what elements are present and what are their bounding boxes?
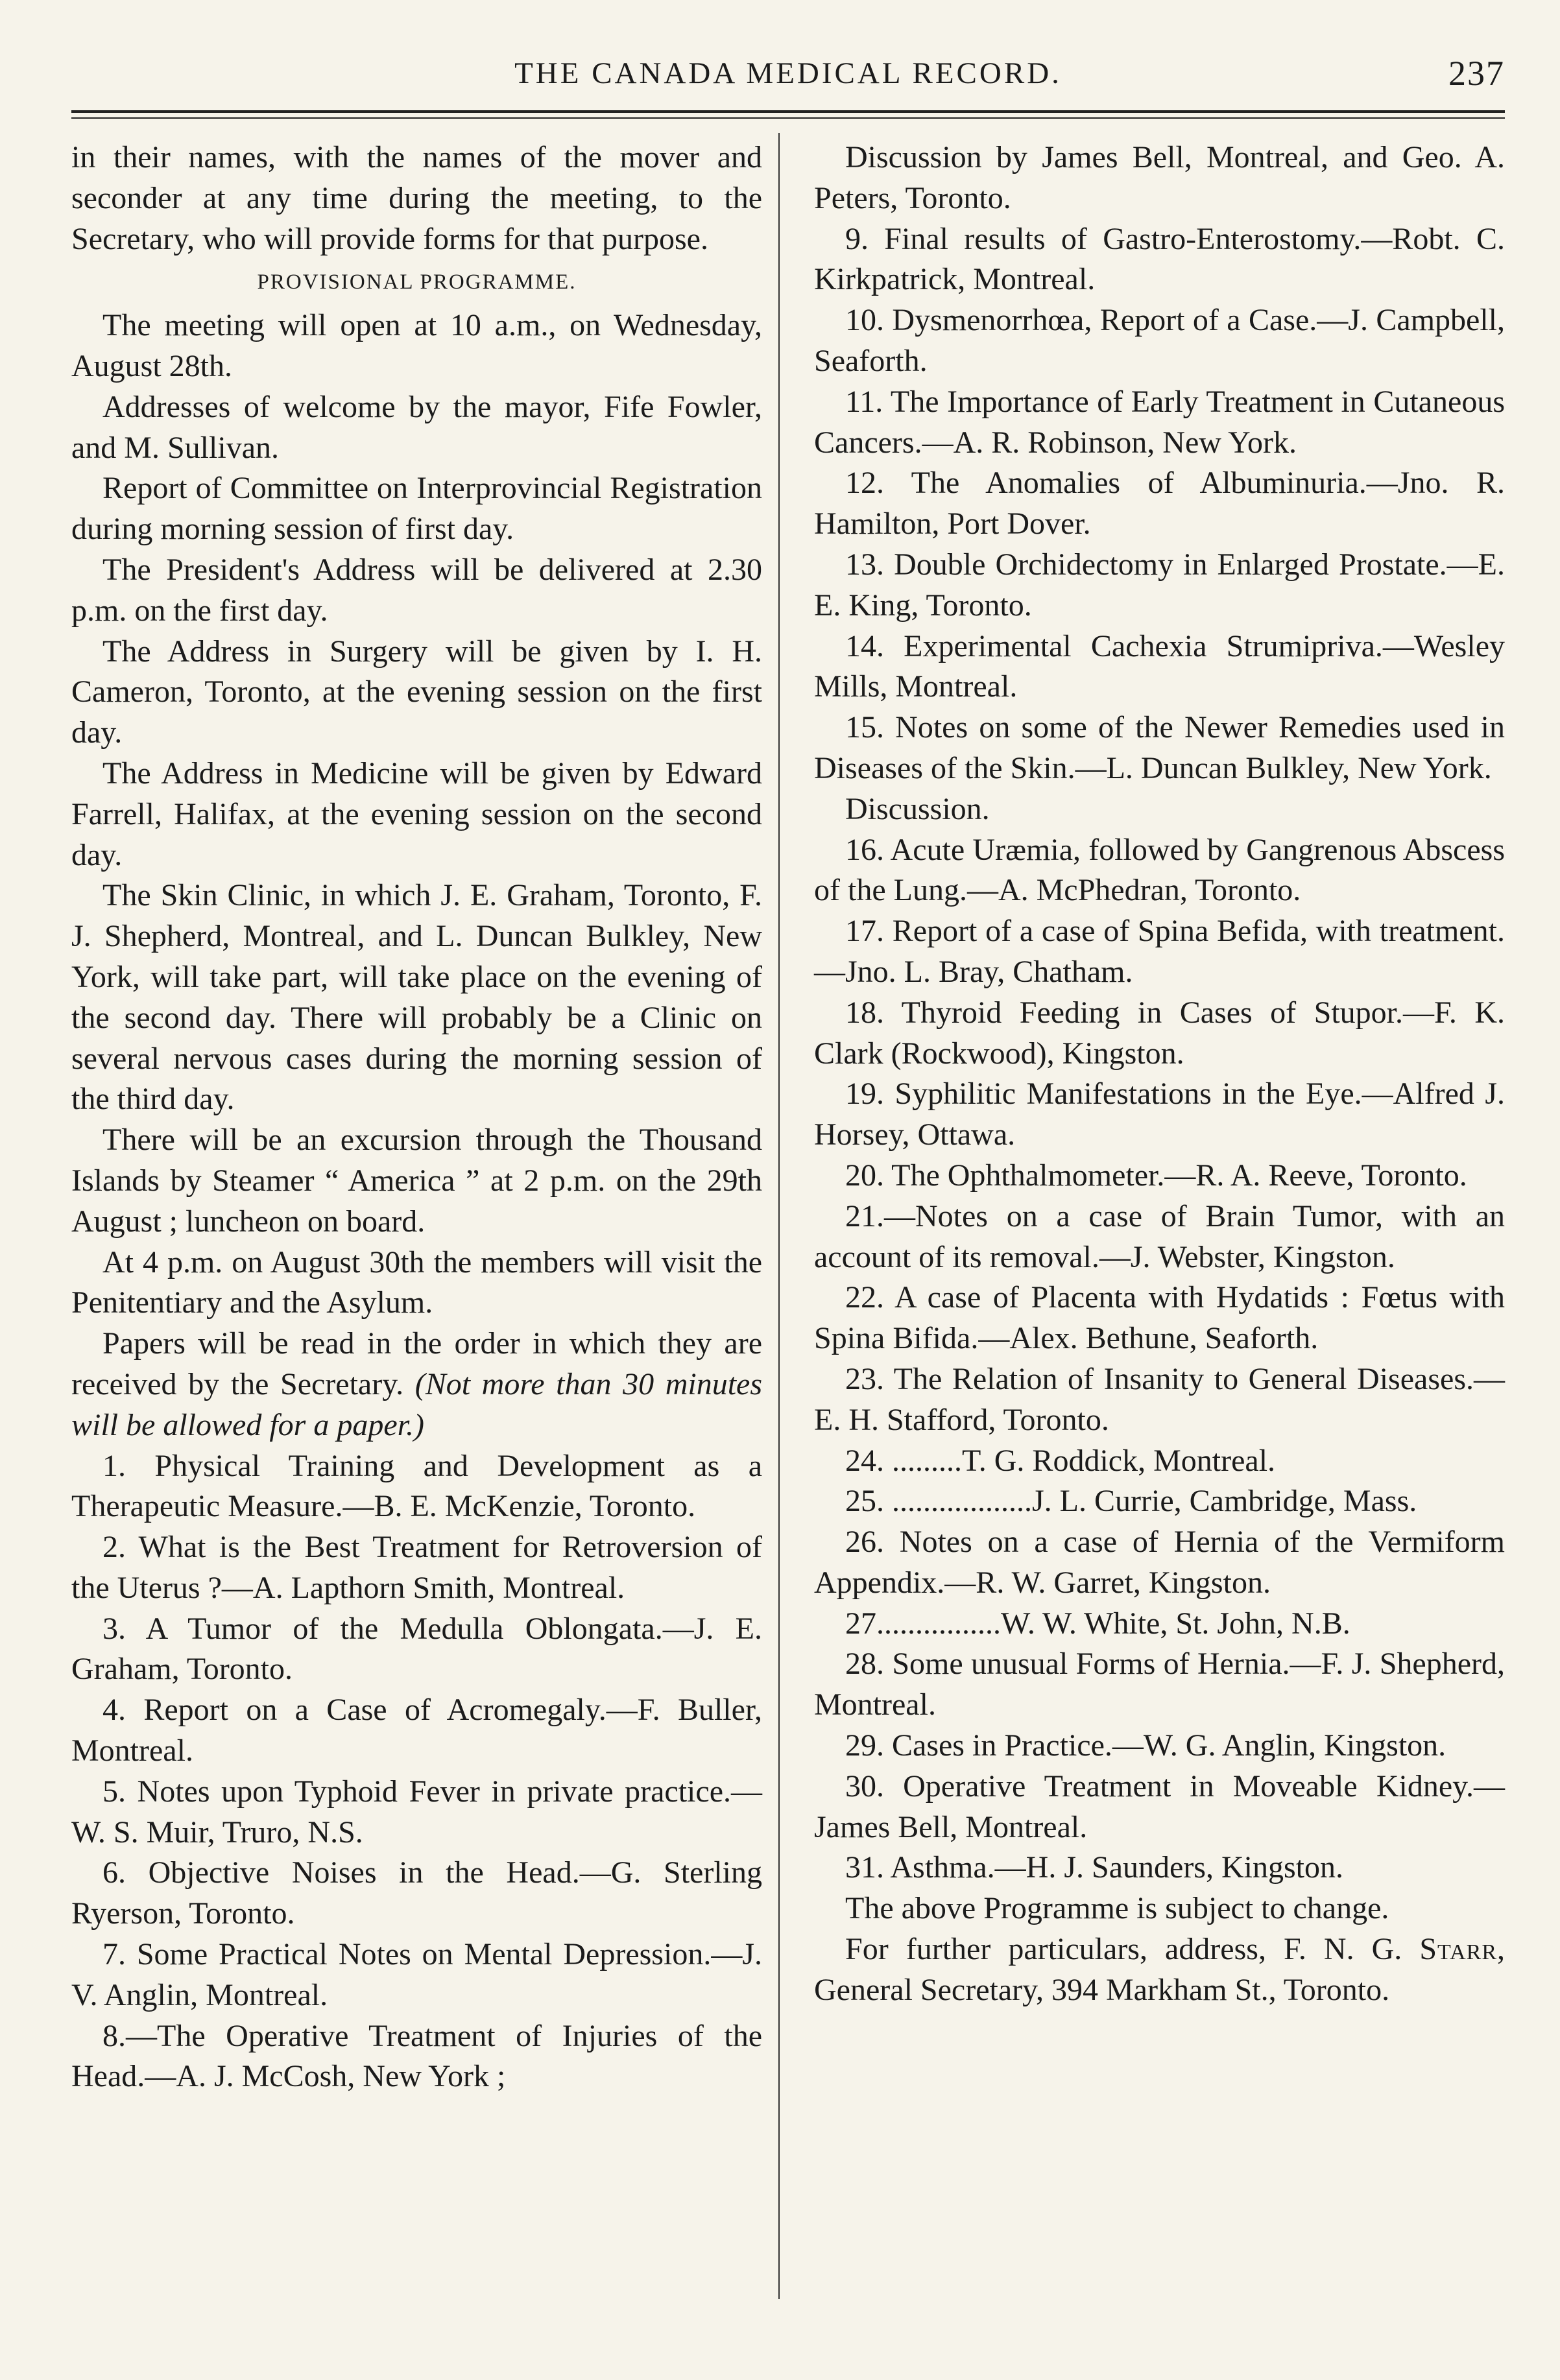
column-divider <box>778 133 780 2299</box>
programme-item: 1. Physical Training and Development as a Therapeutic Measure.—B. E. McKenzie, Toronto. <box>71 1448 762 1524</box>
page-header <box>71 56 1505 101</box>
paragraph-skin-clinic: The Skin Clinic, in which J. E. Graham, Toronto, F. J. Shepherd, Montreal, and L. Duncan Bulkley, New York, will take part, will take place on the evening of the second day. There will probably be a Clinic on several nervous cases during the morning session of the third day. <box>71 878 762 1117</box>
programme-item: 31. Asthma.—H. J. Saunders, Kingston. <box>845 1850 1343 1885</box>
paragraph-papers <box>71 1324 762 1446</box>
paragraph-subject-to-change: The above Programme is subject to change. <box>845 1891 1389 1926</box>
programme-item: 26. Notes on a case of Hernia of the Vermiform Appendix.—R. W. Garret, Kingston. <box>814 1525 1505 1600</box>
paragraph-excursion: There will be an excursion through the Thousand Islands by Steamer “ America ” at 2 p.m. on the 29th August ; luncheon on board. <box>71 1123 762 1239</box>
programme-item: 28. Some unusual Forms of Hernia.—F. J. Shepherd, Montreal. <box>814 1647 1505 1722</box>
programme-item: 9. Final results of Gastro-Enterostomy.—Robt. C. Kirkpatrick, Montreal. <box>814 221 1505 297</box>
programme-item: 2. What is the Best Treatment for Retroversion of the Uterus ?—A. Lapthorn Smith, Montreal. <box>71 1530 762 1605</box>
programme-item: 11. The Importance of Early Treatment in Cutaneous Cancers.—A. R. Robinson, New York. <box>814 384 1505 460</box>
running-title: THE CANADA MEDICAL RECORD. <box>514 56 1062 90</box>
programme-item: 21.—Notes on a case of Brain Tumor, with an account of its removal.—J. Webster, Kingston. <box>814 1198 1505 1274</box>
programme-item: 30. Operative Treatment in Moveable Kidney.—James Bell, Montreal. <box>814 1768 1505 1844</box>
programme-item: 19. Syphilitic Manifestations in the Eye.—Alfred J. Horsey, Ottawa. <box>814 1077 1505 1152</box>
paragraph-surgery: The Address in Surgery will be given by I. H. Cameron, Toronto, at the evening session on the first day. <box>71 634 762 750</box>
programme-item: 27................W. W. White, St. John, N.B. <box>845 1606 1350 1641</box>
programme-item: 12. The Anomalies of Albuminuria.—Jno. R. Hamilton, Port Dover. <box>814 466 1505 541</box>
header-rule-thin <box>71 117 1505 119</box>
paragraph-discussion: Discussion by James Bell, Montreal, and Geo. A. Peters, Toronto. <box>814 140 1505 215</box>
papers-note: (Not more than 30 minutes will be allowed for a paper.) <box>71 1366 763 1442</box>
header-rule <box>71 110 1505 113</box>
programme-item: 18. Thyroid Feeding in Cases of Stupor.—F. K. Clark (Rockwood), Kingston. <box>814 995 1505 1071</box>
page-number: 237 <box>1448 54 1505 93</box>
programme-item: 24. .........T. G. Roddick, Montreal. <box>845 1443 1276 1478</box>
programme-item: 13. Double Orchidectomy in Enlarged Prostate.—E. E. King, Toronto. <box>814 547 1505 623</box>
programme-item: 3. A Tumor of the Medulla Oblongata.—J. E. Graham, Toronto. <box>71 1611 762 1687</box>
paragraph-opening: in their names, with the names of the mover and seconder at any time during the meeting, to the Secretary, who will provide forms for that purpose. <box>71 140 762 256</box>
programme-item: 14. Experimental Cachexia Strumipriva.—Wesley Mills, Montreal. <box>814 628 1505 704</box>
paragraph-penitentiary: At 4 p.m. on August 30th the members will visit the Penitentiary and the Asylum. <box>71 1244 762 1320</box>
programme-item: 7. Some Practical Notes on Mental Depression.—J. V. Anglin, Montreal. <box>71 1937 762 2012</box>
programme-item: 16. Acute Uræmia, followed by Gangrenous Abscess of the Lung.—A. McPhedran, Toronto. <box>814 832 1505 908</box>
programme-item: 5. Notes upon Typhoid Fever in private practice.—W. S. Muir, Truro, N.S. <box>71 1774 762 1850</box>
programme-item: 20. The Ophthalmometer.—R. A. Reeve, Toronto. <box>845 1158 1467 1193</box>
programme-item: 22. A case of Placenta with Hydatids : Fœtus with Spina Bifida.—Alex. Bethune, Seaforth. <box>814 1280 1505 1356</box>
programme-item: 25. ..................J. L. Currie, Cambridge, Mass. <box>845 1484 1417 1519</box>
left-column <box>71 137 762 2097</box>
programme-item: 6. Objective Noises in the Head.—G. Sterling Ryerson, Toronto. <box>71 1855 762 1931</box>
programme-item: 17. Report of a case of Spina Befida, with treatment.—Jno. L. Bray, Chatham. <box>814 914 1505 989</box>
further-address: , General Secretary, 394 Markham St., Toronto. <box>814 1932 1505 2007</box>
section-heading: PROVISIONAL PROGRAMME. <box>257 270 577 294</box>
programme-item: 15. Notes on some of the Newer Remedies used in Diseases of the Skin.—L. Duncan Bulkley, New York. <box>814 710 1505 785</box>
programme-item: 29. Cases in Practice.—W. G. Anglin, Kingston. <box>845 1728 1446 1763</box>
further-text: For further particulars, address, F. N. G. <box>845 1932 1420 1967</box>
paragraph-discussion: Discussion. <box>845 791 990 826</box>
secretary-name: Starr <box>1419 1932 1497 1967</box>
paragraph-medicine: The Address in Medicine will be given by Edward Farrell, Halifax, at the evening session on the second day. <box>71 756 762 872</box>
papers-text: Papers will be read in the order in which they are received by the Secretary. <box>71 1326 762 1401</box>
paragraph-welcome: Addresses of welcome by the mayor, Fife Fowler, and M. Sullivan. <box>71 389 762 465</box>
paragraph-committee: Report of Committee on Interprovincial Registration during morning session of first day. <box>71 471 762 547</box>
right-column <box>814 137 1505 2011</box>
paragraph-meeting-open: The meeting will open at 10 a.m., on Wednesday, August 28th. <box>71 308 762 383</box>
programme-item: 4. Report on a Case of Acromegaly.—F. Buller, Montreal. <box>71 1693 762 1768</box>
programme-item: 8.—The Operative Treatment of Injuries of the Head.—A. J. McCosh, New York ; <box>71 2018 762 2094</box>
paragraph-president: The President's Address will be delivered at 2.30 p.m. on the first day. <box>71 552 762 628</box>
paragraph-further-particulars <box>814 1929 1505 2011</box>
programme-item: 10. Dysmenorrhœa, Report of a Case.—J. Campbell, Seaforth. <box>814 303 1505 378</box>
programme-item: 23. The Relation of Insanity to General Diseases.—E. H. Stafford, Toronto. <box>814 1361 1505 1437</box>
